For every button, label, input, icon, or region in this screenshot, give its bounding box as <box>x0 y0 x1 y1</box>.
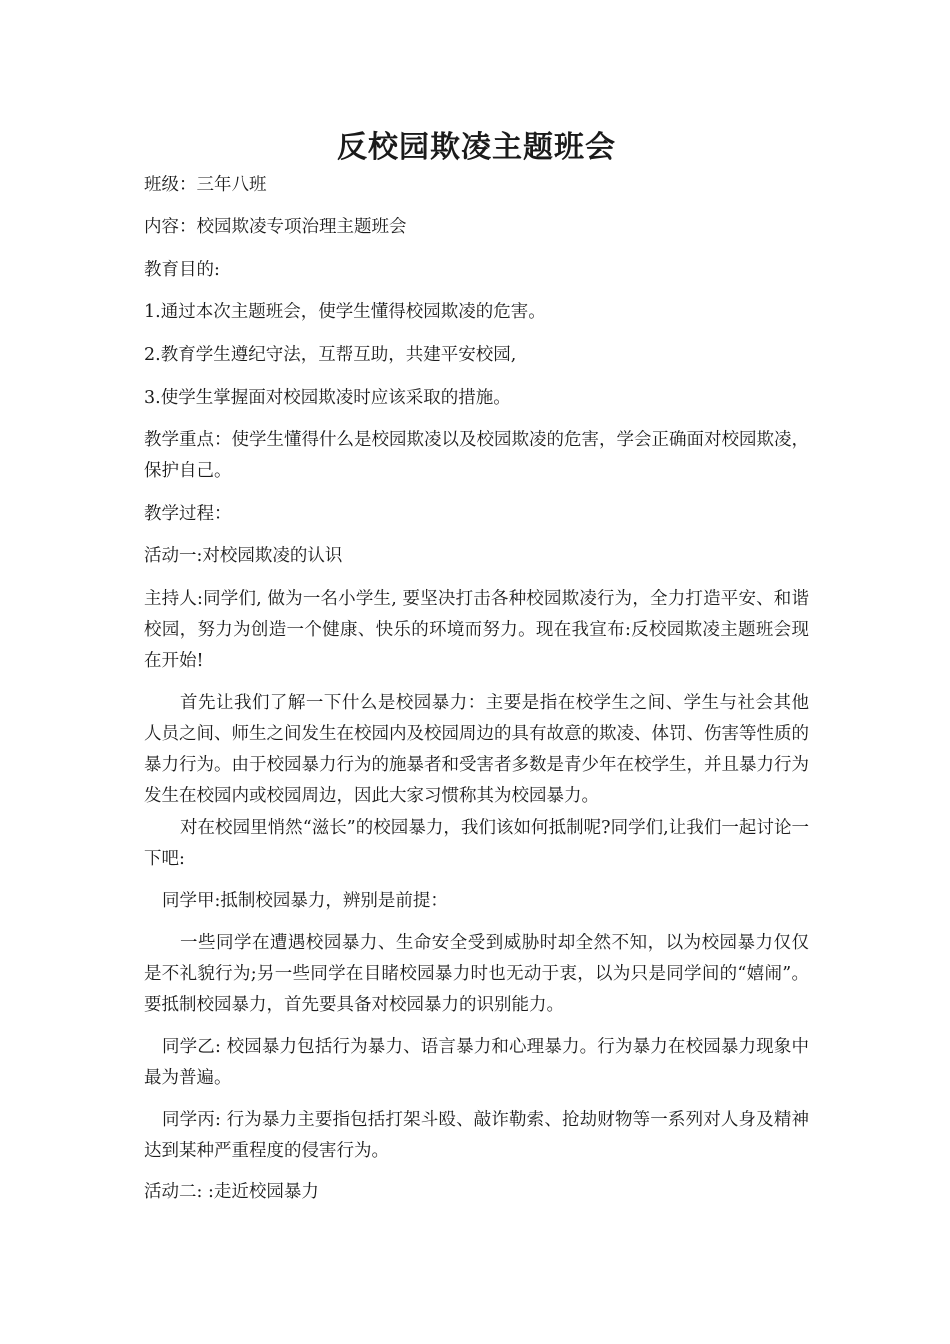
goal-item-1: 1.通过本次主题班会，使学生懂得校园欺凌的危害。 <box>144 302 546 322</box>
student-c-speech: 同学丙: 行为暴力主要指包括打架斗殴、敲诈勒索、抢劫财物等一系列对人身及精神达到某种严重程度的侵害行为。 <box>144 1110 809 1161</box>
goal-item-2: 2.教育学生遵纪守法，互帮互助，共建平安校园, <box>144 345 517 365</box>
education-goal-heading: 教育目的: <box>144 260 220 280</box>
activity-two-heading: 活动二: :走近校园暴力 <box>144 1182 319 1202</box>
host-speech: 主持人:同学们, 做为一名小学生, 要坚决打击各种校园欺凌行为，全力打造平安、和谐校园，努力为创造一个健康、快乐的环境而努力。现在我宣布:反校园欺凌主题班会现在开始! <box>144 589 809 671</box>
activity-one-heading: 活动一:对校园欺凌的认识 <box>144 546 343 566</box>
class-info: 班级：三年八班 <box>144 175 267 195</box>
student-a-speech: 同学甲:抵制校园暴力，辨别是前提： <box>162 891 448 911</box>
document-title: 反校园欺凌主题班会 <box>337 130 616 165</box>
goal-item-3: 3.使学生掌握面对校园欺凌时应该采取的措施。 <box>144 388 511 408</box>
student-a-detail: 一些同学在遭遇校园暴力、生命安全受到威胁时却全然不知，以为校园暴力仅仅是不礼貌行为;另一些同学在目睹校园暴力时也无动于衷，以为只是同学间的“嬉闹”。要抵制校园暴力，首先要具备对校园暴力的识别能力。 <box>144 933 809 1015</box>
school-violence-definition: 首先让我们了解一下什么是校园暴力：主要是指在校学生之间、学生与社会其他人员之间、师生之间发生在校园内及校园周边的具有故意的欺凌、体罚、伤害等性质的暴力行为。由于校园暴力行为的施暴者和受害者多数是青少年在校学生，并且暴力行为发生在校园内或校园周边，因此大家习惯称其为校园暴力。 <box>144 693 809 806</box>
content-info: 内容：校园欺凌专项治理主题班会 <box>144 217 407 237</box>
teaching-process-heading: 教学过程： <box>144 504 232 524</box>
student-b-speech: 同学乙: 校园暴力包括行为暴力、语言暴力和心理暴力。行为暴力在校园暴力现象中最为普遍。 <box>144 1037 809 1088</box>
teaching-focus: 教学重点：使学生懂得什么是校园欺凌以及校园欺凌的危害，学会正确面对校园欺凌，保护自己。 <box>144 430 809 481</box>
discussion-intro: 对在校园里悄然“滋长”的校园暴力，我们该如何抵制呢?同学们,让我们一起讨论一下吧: <box>144 818 809 869</box>
